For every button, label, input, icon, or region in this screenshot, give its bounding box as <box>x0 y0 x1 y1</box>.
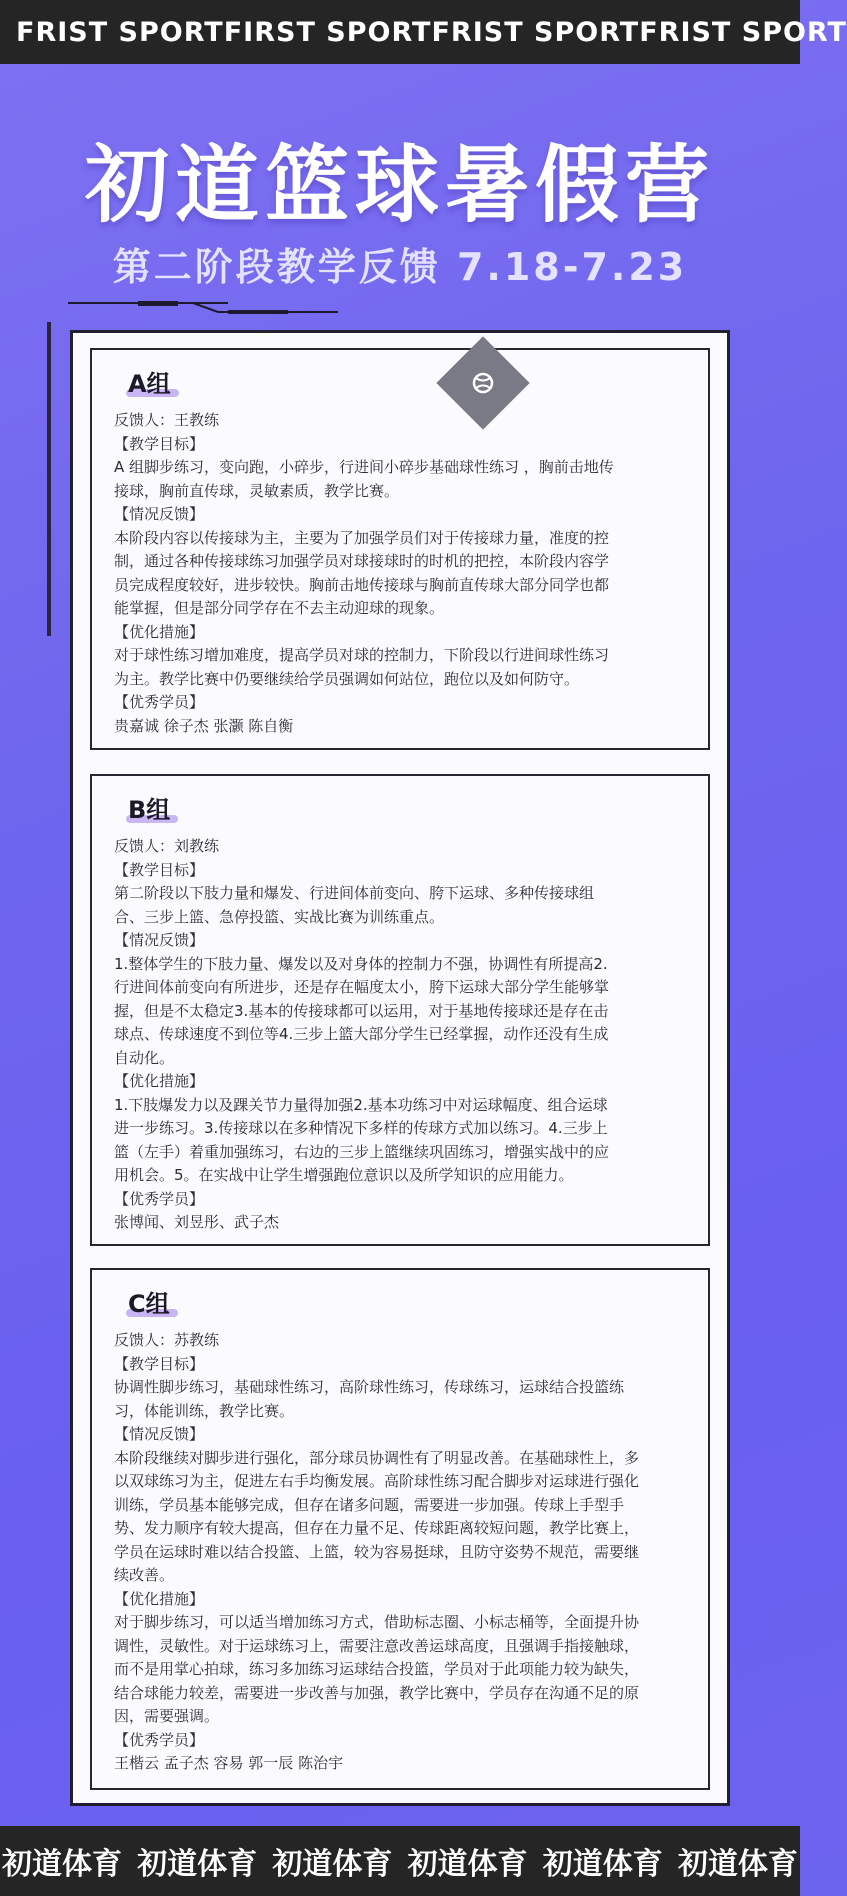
group-text-line: 进一步练习。3.传接球以在多种情况下多样的传球方式加以练习。4.三步上 <box>114 1119 608 1137</box>
group-text-line: 续改善。 <box>114 1566 175 1584</box>
group-text-line: 以双球练习为主，促进左右手均衡发展。高阶球性练习配合脚步对运球进行强化 <box>114 1472 640 1490</box>
group-text-line: 调性，灵敏性。对于运球练习上，需要注意改善运球高度，且强调手指接触球， <box>114 1636 640 1655</box>
group-card-c <box>90 1268 710 1790</box>
group-text-line: 学员在运球时难以结合投篮、上篮，较为容易挺球，且防守姿势不规范，需要继 <box>114 1542 640 1561</box>
group-author: 反馈人：苏教练 <box>114 1331 220 1349</box>
bottom-banner-item: 初道体育 <box>137 1847 258 1882</box>
group-text-line: 而不是用掌心拍球，练习多加练习运球结合投篮，学员对于此项能力较为缺失， <box>114 1660 640 1678</box>
group-text-line: 握，但是不太稳定3.基本的传接球都可以运用，对于基地传接球还是存在击 <box>114 1001 609 1020</box>
group-text-line: 【优化措施】 <box>114 622 205 641</box>
group-card-a <box>90 348 710 750</box>
group-text-line: 用机会。5。在实战中让学生增强跑位意识以及所学知识的应用能力。 <box>114 1166 574 1184</box>
group-text-line: 篮（左手）着重加强练习，右边的三步上篮继续巩固练习，增强实战中的应 <box>114 1142 610 1161</box>
group-text-line: 能掌握，但是部分同学存在不去主动迎球的现象。 <box>114 599 445 617</box>
decorative-line <box>68 300 338 314</box>
bottom-banner-item: 初道体育 <box>542 1847 663 1882</box>
group-text-line: A 组脚步练习，变向跑，小碎步，行进间小碎步基础球性练习 ，胸前击地传 <box>114 458 614 476</box>
bottom-banner-item: 初道体育 <box>2 1847 122 1882</box>
page-title: 初道篮球暑假营 <box>84 136 715 234</box>
group-text-line: 员完成程度较好，进步较快。胸前击地传接球与胸前直传球大部分同学也都 <box>114 575 610 594</box>
group-text-line: 合、三步上篮、急停投篮、实战比赛为训练重点。 <box>114 907 445 926</box>
group-text-line: 协调性脚步练习，基础球性练习，高阶球性练习，传球练习，运球结合投篮练 <box>114 1378 625 1396</box>
group-title: A组 <box>128 364 171 399</box>
group-text-line: 【优秀学员】 <box>114 693 205 711</box>
group-lines <box>114 433 694 739</box>
group-text-line: 对于球性练习增加难度，提高学员对球的控制力，下阶段以行进间球性练习 <box>114 646 610 664</box>
group-text-line: 张博闻、刘昱彤、武子杰 <box>114 1213 280 1231</box>
group-text-line: 【教学目标】 <box>114 860 205 879</box>
bottom-banner <box>0 1826 800 1896</box>
top-banner-item: FIRST SPORT <box>223 16 432 48</box>
group-text-line: 本阶段内容以传接球为主，主要为了加强学员们对于传接球力量，准度的控 <box>114 528 610 547</box>
group-text-line: 自动化。 <box>114 1048 175 1067</box>
top-banner-item: FRIST SPORT <box>431 16 640 48</box>
group-text-line: 【情况反馈】 <box>114 505 205 523</box>
basketball-icon <box>466 366 500 400</box>
group-text-line: 1.下肢爆发力以及踝关节力量得加强2.基本功练习中对运球幅度、组合运球 <box>114 1095 608 1114</box>
group-text-line: 【教学目标】 <box>114 1354 205 1373</box>
group-text-line: 球点、传球速度不到位等4.三步上篮大部分学生已经掌握，动作还没有生成 <box>114 1025 609 1043</box>
group-author: 反馈人：王教练 <box>114 411 220 429</box>
group-text-line: 制，通过各种传接球练习加强学员对球接球时的时机的把控，本阶段内容学 <box>114 552 610 570</box>
group-text-line: 【情况反馈】 <box>114 1425 205 1443</box>
top-banner-item: FRIST SPORT <box>639 16 847 48</box>
bottom-banner-item: 初道体育 <box>407 1847 528 1882</box>
decorative-rule <box>47 322 51 636</box>
top-banner-item: FRIST SPORT <box>16 16 224 48</box>
group-text-line: 【情况反馈】 <box>114 931 205 949</box>
group-text-line: 贵嘉诚 徐子杰 张灏 陈自衡 <box>114 716 294 735</box>
group-text-line: 【教学目标】 <box>114 434 205 453</box>
group-title: B组 <box>128 790 170 825</box>
group-text-line: 【优秀学员】 <box>114 1730 205 1749</box>
bottom-banner-item: 初道体育 <box>272 1847 393 1882</box>
group-text-line: 结合球能力较差，需要进一步改善与加强，教学比赛中，学员存在沟通不足的原 <box>114 1683 640 1702</box>
group-text-line: 王楷云 孟子杰 容易 郭一辰 陈治宇 <box>114 1754 344 1772</box>
group-text-line: 对于脚步练习，可以适当增加练习方式，借助标志圈、小标志桶等，全面提升协 <box>114 1613 640 1631</box>
group-text-line: 为主。教学比赛中仍要继续给学员强调如何站位，跑位以及如何防守。 <box>114 669 580 688</box>
group-lines <box>114 1353 694 1776</box>
group-card-b <box>90 774 710 1246</box>
group-text-line: 本阶段继续对脚步进行强化，部分球员协调性有了明显改善。在基础球性上，多 <box>114 1448 640 1467</box>
group-text-line: 【优化措施】 <box>114 1072 205 1090</box>
group-text-line: 接球，胸前直传球，灵敏素质，教学比赛。 <box>114 481 400 500</box>
group-author: 反馈人：刘教练 <box>114 837 220 855</box>
bottom-banner-item: 初道体育 <box>677 1847 798 1882</box>
group-text-line: 第二阶段以下肢力量和爆发、行进间体前变向、胯下运球、多种传接球组 <box>114 884 595 902</box>
group-text-line: 训练，学员基本能够完成，但存在诸多问题，需要进一步加强。传球上手型手 <box>114 1495 625 1514</box>
top-banner <box>0 0 847 64</box>
group-text-line: 势、发力顺序有较大提高，但存在力量不足、传球距离较短问题，教学比赛上， <box>114 1519 640 1537</box>
group-title: C组 <box>128 1284 170 1319</box>
group-text-line: 1.整体学生的下肢力量、爆发以及对身体的控制力不强，协调性有所提高2. <box>114 954 608 973</box>
group-text-line: 因，需要强调。 <box>114 1707 220 1725</box>
group-text-line: 【优秀学员】 <box>114 1189 205 1208</box>
group-text-line: 习，体能训练，教学比赛。 <box>114 1401 295 1420</box>
group-lines <box>114 859 694 1235</box>
group-text-line: 行进间体前变向有所进步，还是存在幅度太小，胯下运球大部分学生能够掌 <box>114 978 610 996</box>
page-subtitle: 第二阶段教学反馈 7.18-7.23 <box>112 245 688 289</box>
group-text-line: 【优化措施】 <box>114 1589 205 1608</box>
